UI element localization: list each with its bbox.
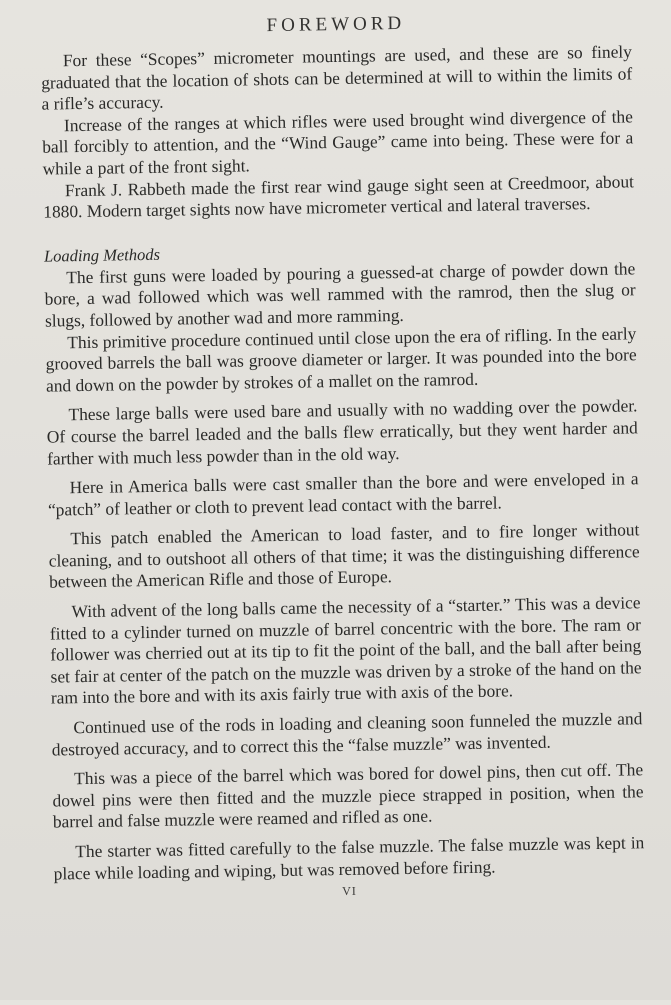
intro-paragraph-1: For these “Scopes” micrometer mountings are used, and these are so finely graduated that the location of shots can be determined at will to within the limits of a rifle’s accuracy. — [41, 41, 633, 114]
intro-paragraph-3: Frank J. Rabbeth made the first rear wind gauge sight seen at Creedmoor, about 1880. Modern target sights now have micrometer vertical and lateral traverses. — [43, 170, 635, 222]
body-paragraph-4: Here in America balls were cast smaller than the bore and were enveloped in a “patch” of leather or cloth to prevent lead contact with the barrel. — [47, 468, 639, 520]
section-heading: Loading Methods — [43, 244, 161, 266]
body-paragraph-8: This was a piece of the barrel which was bored for dowel pins, then cut off. The dowel pins were then fitted and the muzzle piece strapped in position, when the barrel and false muzzle were reamed and rifled as one. — [52, 759, 644, 832]
body-paragraph-2: This primitive procedure continued until close upon the era of rifling. In the early grooved barrels the ball was groove diameter or larger. It was pounded into the bore and down on the powder by strokes of a mallet on the ramrod. — [45, 322, 637, 396]
body-paragraph-9: The starter was fitted carefully to the false muzzle. The false muzzle was kept in place while loading and wiping, but was removed before firing. — [53, 832, 645, 884]
intro-paragraph-2: Increase of the ranges at which rifles were used brought wind divergence of the ball forcibly to attention, and the “Wind Gauge” came into being. These were for a while a part of the front sight. — [42, 106, 634, 179]
body-paragraph-3: These large balls were used bare and usually with no wadding over the powder. Of course the barrel leaded and the balls flew erratically, but they went harder and farther with much less powder than in the old way. — [46, 395, 638, 469]
body-paragraph-7: Continued use of the rods in loading and cleaning soon funneled the muzzle and destroyed accuracy, and to correct this the “false muzzle” was invented. — [51, 708, 643, 760]
body-paragraph-1: The first guns were loaded by pouring a guessed-at charge of powder down the bore, a wad followed which was well rammed with the ramrod, then the slug or slugs, followed by another wad and more ramming. — [44, 258, 636, 331]
body-paragraph-6: With advent of the long balls came the necessity of a “starter.” This was a device fitted to a cylinder turned on muzzle of barrel concentric with the bore. The ram or follower was cherried out at its tip to fit the point of the ball, and the ball after being set fair at center of the patch on the muzzle was driven by a stroke of the hand on the ram into the bore and with its axis fairly true with axis of the bore. — [49, 592, 642, 708]
page-number: VI — [342, 883, 357, 899]
body-paragraph-5: This patch enabled the American to load faster, and to fire longer without cleaning, and to outshoot all others of that time; it was the distinguishing difference between the American Rifle and those of Europe. — [48, 519, 640, 593]
running-head: FOREWORD — [266, 12, 406, 37]
